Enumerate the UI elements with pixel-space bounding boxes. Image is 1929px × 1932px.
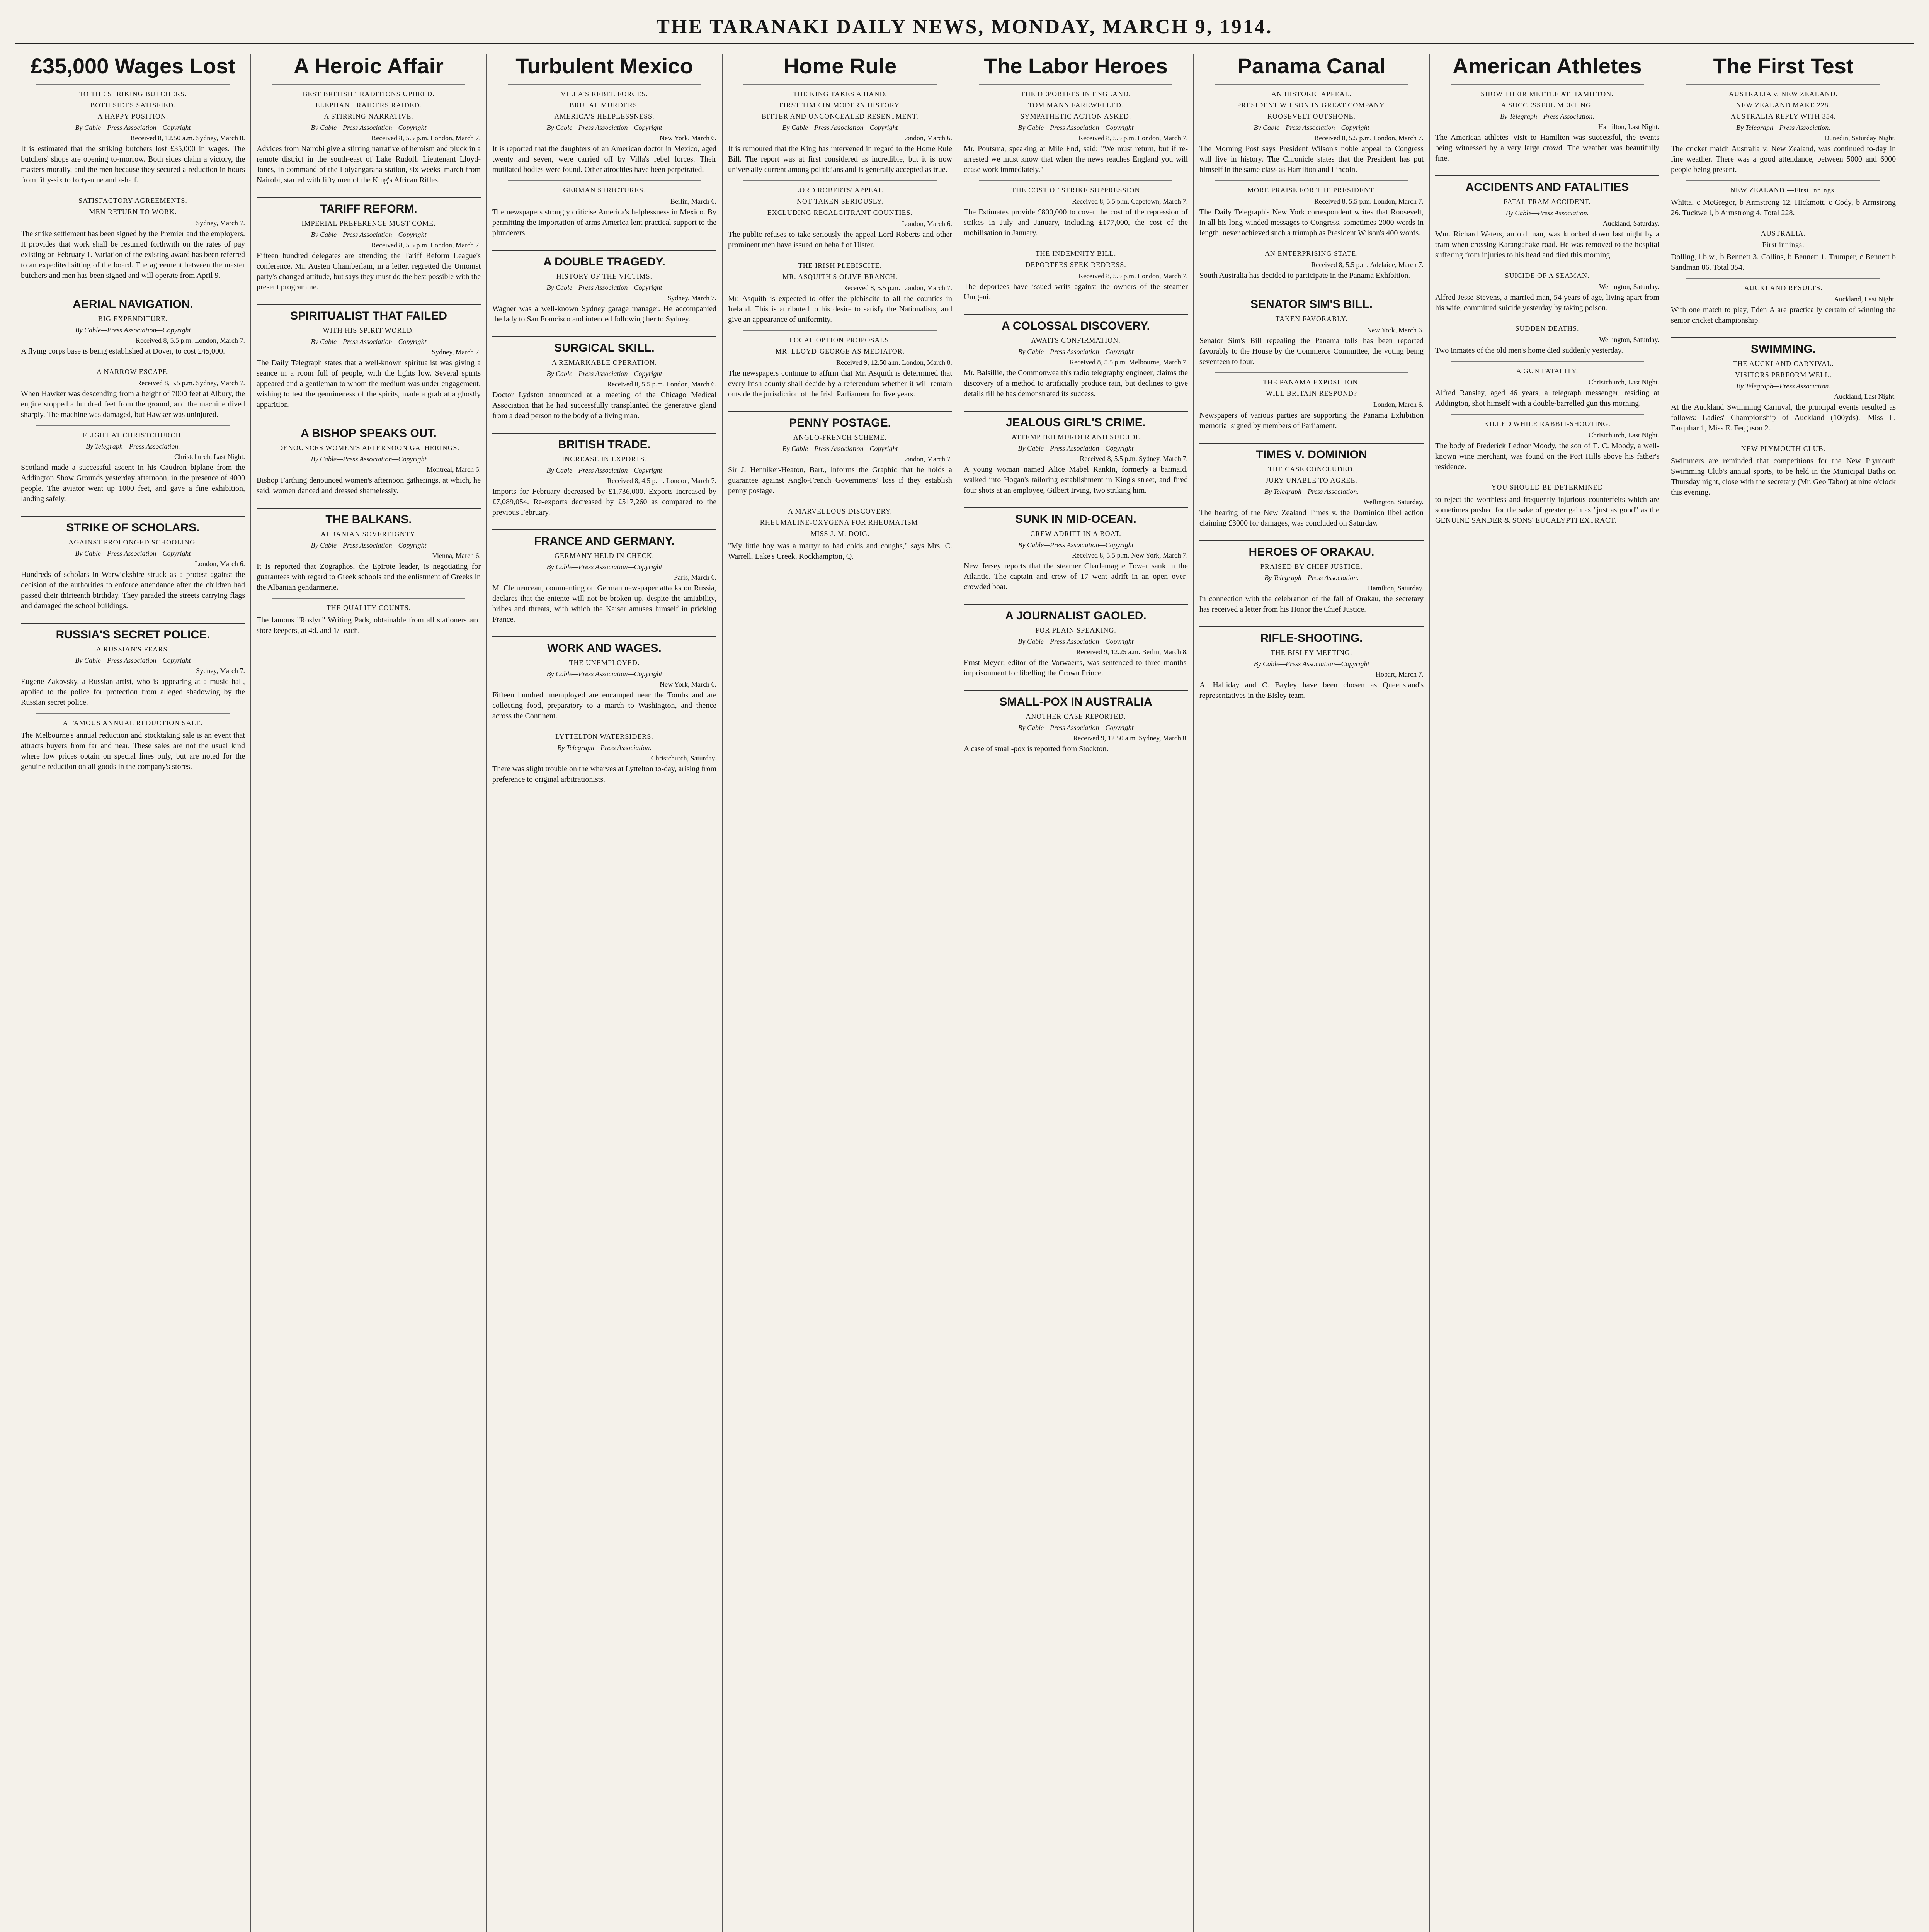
dateline: Received 8, 5.5 p.m. Adelaide, March 7. (1311, 260, 1424, 269)
dateline: Auckland, Saturday. (1602, 219, 1659, 227)
subheading: AUSTRALIA. (1761, 229, 1806, 237)
subheading: BEST BRITISH TRADITIONS UPHELD. (303, 90, 435, 98)
subheading: ALBANIAN SOVEREIGNTY. (321, 530, 417, 538)
divider (743, 84, 937, 85)
byline: By Cable—Press Association—Copyright (311, 123, 427, 131)
article-body: Imports for February decreased by £1,736,000. Exports increased by £7,089,054. Re-exports decreased by £517,260 as compared to the previous February. (492, 487, 716, 517)
byline: By Cable—Press Association—Copyright (311, 455, 427, 463)
article-body: At the Auckland Swimming Carnival, the principal events resulted as follows: Ladies' Championship of Auckland (100yds).—Miss L. Farquhar 1, Miss E. Ferguson 2. (1671, 403, 1896, 432)
column-headline: £35,000 Wages Lost (30, 54, 236, 78)
article-body: A young woman named Alice Mabel Rankin, formerly a barmaid, walked into Hogan's tailoring establishment in King's street, and fired four shots at an employee, Gilbert Irving, two striking him. (964, 465, 1188, 495)
subheading: AN HISTORIC APPEAL. (1271, 90, 1352, 98)
subheading: NEW ZEALAND.—First innings. (1730, 186, 1837, 194)
article-body: to reject the worthless and frequently injurious counterfeits which are sometimes pushed for the sake of greater gain as "just as good" as the GENUINE SANDER & SONS' EUCALYPTI EXTRACT. (1435, 495, 1659, 525)
subheading: FLIGHT AT CHRISTCHURCH. (83, 431, 183, 439)
divider (36, 713, 230, 714)
dateline: London, March 6. (902, 219, 952, 228)
subheading: GERMAN STRICTURES. (563, 186, 646, 194)
subheading: PRESIDENT WILSON IN GREAT COMPANY. (1237, 101, 1386, 109)
section-headline: SENATOR SIM'S BILL. (1199, 293, 1424, 311)
byline: By Cable—Press Association—Copyright (546, 563, 662, 571)
article-body: The newspapers continue to affirm that Mr. Asquith is determined that every Irish county shall decide by a referendum whether it will remain outside the jurisdiction of the Irish Parliament for five years. (728, 369, 952, 398)
byline: By Cable—Press Association—Copyright (1254, 660, 1369, 668)
subheading: THE PANAMA EXPOSITION. (1263, 378, 1360, 386)
dateline: London, March 7. (902, 455, 952, 463)
article-body: Wagner was a well-known Sydney garage manager. He accompanied the lady to San Francisco and intended following her to Sydney. (492, 304, 716, 323)
dateline: Received 8, 5.5 p.m. London, March 7. (371, 241, 481, 249)
subheading: A FAMOUS ANNUAL REDUCTION SALE. (63, 719, 203, 727)
dateline: Received 8, 5.5 p.m. London, March 7. (136, 336, 245, 344)
section-headline: SWIMMING. (1671, 337, 1896, 356)
subheading: LORD ROBERTS' APPEAL. (795, 186, 885, 194)
article-body: The famous "Roslyn" Writing Pads, obtainable from all stationers and store keepers, at 4d. and 1/- each. (257, 616, 481, 635)
subheading: MEN RETURN TO WORK. (89, 207, 177, 216)
article-body: In connection with the celebration of the fall of Orakau, the secretary has received a letter from his Honor the Chief Justice. (1199, 594, 1424, 614)
subheading: BIG EXPENDITURE. (98, 315, 168, 323)
section-headline: SMALL-POX IN AUSTRALIA (964, 690, 1188, 709)
article-body: There was slight trouble on the wharves at Lyttelton to-day, arising from preference to original arbitrationists. (492, 764, 716, 784)
byline: By Cable—Press Association—Copyright (1018, 723, 1134, 731)
divider (1686, 278, 1880, 279)
subheading: WILL BRITAIN RESPOND? (1266, 389, 1357, 397)
subheading: THE BISLEY MEETING. (1271, 648, 1352, 656)
subheading: ATTEMPTED MURDER AND SUICIDE (1011, 433, 1140, 441)
article-body: Mr. Poutsma, speaking at Mile End, said: "We must return, but if re-arrested we must know that when the news reaches England you will cease work immediately." (964, 144, 1188, 174)
article-body: Newspapers of various parties are supporting the Panama Exhibition memorial signed by members of Parliament. (1199, 411, 1424, 430)
dateline: Received 8, 5.5 p.m. Sydney, March 7. (137, 379, 245, 387)
article-body: Whitta, c McGregor, b Armstrong 12. Hickmott, c Cody, b Armstrong 26. Tuckwell, b Armstrong 4. Total 228. (1671, 198, 1896, 217)
subheading: THE AUCKLAND CARNIVAL. (1733, 359, 1834, 367)
masthead: THE TARANAKI DAILY NEWS, MONDAY, MARCH 9, 1914. (15, 15, 1914, 44)
byline: By Cable—Press Association—Copyright (1018, 347, 1134, 355)
news-column (251, 54, 487, 1932)
section-headline: TARIFF REFORM. (257, 197, 481, 216)
dateline: New York, March 6. (1367, 326, 1424, 334)
subheading: KILLED WHILE RABBIT-SHOOTING. (1484, 420, 1611, 428)
byline: By Cable—Press Association—Copyright (1018, 637, 1134, 645)
section-headline: FRANCE AND GERMANY. (492, 529, 716, 548)
article-body: Swimmers are reminded that competitions for the New Plymouth Swimming Club's annual sports, to be held in the Municipal Baths on Thursday night, close with the secretary (Mr. Geo Tabor) at nine o'clock this evening. (1671, 456, 1896, 497)
article-body: The cricket match Australia v. New Zealand, was continued to-day in fine weather. There was a good attendance, between 5000 and 6000 people being present. (1671, 144, 1896, 174)
subheading: A NARROW ESCAPE. (96, 367, 170, 376)
byline: By Cable—Press Association—Copyright (75, 549, 191, 557)
article-body: Sir J. Henniker-Heaton, Bart., informs the Graphic that he holds a guarantee against Anglo-French Governments' loss if they establish penny postage. (728, 465, 952, 495)
subheading: AUCKLAND RESULTS. (1744, 284, 1823, 292)
divider (1451, 414, 1644, 415)
byline: By Telegraph—Press Association. (86, 442, 180, 450)
dateline: Received 8, 5.5 p.m. London, March 7. (1314, 134, 1424, 142)
divider (36, 425, 230, 426)
dateline: Received 8, 5.5 p.m. London, March 7. (1314, 197, 1424, 205)
article-body: Fifteen hundred unemployed are encamped near the Tombs and are collecting food, preparatory to a march to Washington, and thence across the Continent. (492, 690, 716, 720)
article-body: A. Halliday and C. Bayley have been chosen as Queensland's representatives in the Bisley team. (1199, 680, 1424, 700)
byline: By Cable—Press Association—Copyright (75, 656, 191, 664)
article-body: The Daily Telegraph's New York correspondent writes that Roosevelt, in all his long-winded messages to Congress, sometimes 2000 words in length, never achieved such a triumph as President Wilson's 400 words. (1199, 207, 1424, 237)
subheading: JURY UNABLE TO AGREE. (1266, 476, 1357, 484)
section-headline: JEALOUS GIRL'S CRIME. (964, 411, 1188, 429)
dateline: Wellington, Saturday. (1599, 335, 1659, 344)
article-body: The Morning Post says President Wilson's noble appeal to Congress will live in history. The Chronicle states that the President has put himself in the same class as Hamilton and Lincoln. (1199, 144, 1424, 174)
article-body: The American athletes' visit to Hamilton was successful, the events being witnessed by a very large crowd. The weather was beautifully fine. (1435, 133, 1659, 163)
subheading: DENOUNCES WOMEN'S AFTERNOON GATHERINGS. (278, 444, 459, 452)
article-body: Alfred Jesse Stevens, a married man, 54 years of age, living apart from his wife, committed suicide yesterday by taking poison. (1435, 293, 1659, 312)
dateline: London, March 6. (1373, 400, 1424, 408)
divider (508, 84, 701, 85)
subheading: A STIRRING NARRATIVE. (324, 112, 413, 120)
column-headline: A Heroic Affair (294, 54, 444, 78)
article-body: The Melbourne's annual reduction and stocktaking sale is an event that attracts buyers from far and near. These sales are not the usual kind where low prices obtain on special lines only, but are noted for the genuine reduction on all goods in the company's stores. (21, 731, 245, 771)
byline: By Telegraph—Press Association. (1736, 382, 1830, 390)
byline: By Cable—Press Association—Copyright (1018, 123, 1134, 131)
dateline: London, March 6. (195, 560, 245, 568)
subheading: AWAITS CONFIRMATION. (1031, 336, 1121, 344)
dateline: Received 8, 5.5 p.m. Melbourne, March 7. (1070, 358, 1188, 366)
byline: By Cable—Press Association—Copyright (782, 444, 898, 452)
subheading: MR. LLOYD-GEORGE AS MEDIATOR. (775, 347, 905, 355)
section-headline: A COLOSSAL DISCOVERY. (964, 314, 1188, 333)
divider (1451, 361, 1644, 362)
divider (272, 598, 465, 599)
subheading: THE IRISH PLEBISCITE. (798, 261, 882, 269)
subheading: FIRST TIME IN MODERN HISTORY. (779, 101, 901, 109)
article-body: The Daily Telegraph states that a well-known spiritualist was giving a seance in a room full of people, with the lights low. Several spirits appeared and a gentleman to whom the medium was under engagement, wishing to test the genuineness of the spirits, made a grab at a ghostly apparition. (257, 358, 481, 409)
section-headline: SUNK IN MID-OCEAN. (964, 507, 1188, 526)
byline: By Cable—Press Association—Copyright (75, 326, 191, 334)
subheading: First innings. (1762, 240, 1805, 248)
news-column (1665, 54, 1901, 1932)
article-body: It is estimated that the striking butchers lost £35,000 in wages. The butchers' shops are opening to-morrow. Both sides claim a victory, the masters morally, and the men because they secured a reduction in hours from fifty-six to forty-nine and a-half. (21, 144, 245, 184)
dateline: Montreal, March 6. (427, 465, 481, 473)
byline: By Cable—Press Association—Copyright (546, 369, 662, 378)
dateline: Received 8, 4.5 p.m. London, March 7. (607, 476, 716, 485)
article-body: The strike settlement has been signed by the Premier and the employers. It provides that work shall be resumed forthwith on the rates of pay existing on February 1. Variation of the existing award has been referred to an expedited sitting of the board. The agreement between the master butchers and men has been signed and will operate from April 9. (21, 229, 245, 280)
section-headline: SURGICAL SKILL. (492, 336, 716, 355)
subheading: SYMPATHETIC ACTION ASKED. (1020, 112, 1131, 120)
dateline: Received 8, 5.5 p.m. London, March 7. (1078, 272, 1188, 280)
subheading: A MARVELLOUS DISCOVERY. (788, 507, 892, 515)
column-headline: Home Rule (783, 54, 897, 78)
news-column (958, 54, 1194, 1932)
dateline: Wellington, Saturday. (1363, 498, 1424, 506)
article-body: With one match to play, Eden A are practically certain of winning the senior cricket championship. (1671, 305, 1896, 325)
subheading: MR. ASQUITH'S OLIVE BRANCH. (782, 272, 898, 281)
subheading: FATAL TRAM ACCIDENT. (1503, 197, 1591, 206)
byline: By Cable—Press Association—Copyright (782, 123, 898, 131)
article-body: M. Clemenceau, commenting on German newspaper attacks on Russia, declares that the entente will not be broken up, despite the amiability, bribes and threats, with which the Kaiser amuses himself in pricking France. (492, 583, 716, 624)
divider (1215, 84, 1408, 85)
subheading: ROOSEVELT OUTSHONE. (1267, 112, 1356, 120)
subheading: GERMANY HELD IN CHECK. (554, 551, 655, 560)
column-headline: Turbulent Mexico (515, 54, 693, 78)
news-column (1430, 54, 1665, 1932)
subheading: THE INDEMNITY BILL. (1035, 249, 1116, 257)
dateline: New York, March 6. (660, 134, 716, 142)
section-headline: BRITISH TRADE. (492, 433, 716, 451)
section-headline: A BISHOP SPEAKS OUT. (257, 422, 481, 440)
article-body: Advices from Nairobi give a stirring narrative of heroism and pluck in a remote district in the south-east of Lake Rudolf. Lieutenant Lloyd-Jones, in command of the Loiyangarana station, six weeks' march from Nairobi, started with fifty men of the King's African Rifles. (257, 144, 481, 184)
dateline: London, March 6. (902, 134, 952, 142)
section-headline: PENNY POSTAGE. (728, 411, 952, 430)
subheading: DEPORTEES SEEK REDRESS. (1025, 260, 1126, 269)
byline: By Cable—Press Association—Copyright (311, 541, 427, 549)
divider (1686, 180, 1880, 181)
subheading: ANGLO-FRENCH SCHEME. (793, 433, 887, 441)
subheading: AGAINST PROLONGED SCHOOLING. (68, 538, 197, 546)
article-body: Eugene Zakovsky, a Russian artist, who is appearing at a music hall, applied to the police for protection from alleged shadowing by the Russian secret police. (21, 677, 245, 707)
article-body: Ernst Meyer, editor of the Vorwaerts, was sentenced to three months' imprisonment for libelling the Crown Prince. (964, 658, 1188, 677)
subheading: A RUSSIAN'S FEARS. (96, 645, 170, 653)
article-body: "My little boy was a martyr to bad colds and coughs," says Mrs. C. Warrell, Lake's Creek, Rockhampton, Q. (728, 541, 952, 561)
article-body: Senator Sim's Bill repealing the Panama tolls has been reported favorably to the House by the Commerce Committee, the voting being seventeen to four. (1199, 336, 1424, 366)
byline: By Cable—Press Association—Copyright (546, 123, 662, 131)
article-body: Fifteen hundred delegates are attending the Tariff Reform League's conference. Mr. Austen Chamberlain, in a letter, regretted the Unionist party's changed attitude, but says they must do the best possible with the present programme. (257, 251, 481, 291)
section-headline: HEROES OF ORAKAU. (1199, 540, 1424, 559)
news-column (15, 54, 251, 1932)
subheading: CREW ADRIFT IN A BOAT. (1030, 529, 1121, 537)
article-body: A case of small-pox is reported from Stockton. (964, 744, 1109, 753)
article-body: New Jersey reports that the steamer Charlemagne Tower sank in the Atlantic. The captain and crew of 17 went adrift in an open over-crowded boat. (964, 561, 1188, 591)
subheading: A REMARKABLE OPERATION. (551, 358, 657, 366)
dateline: Christchurch, Last Night. (1589, 378, 1659, 386)
dateline: Wellington, Saturday. (1599, 282, 1659, 291)
subheading: BRUTAL MURDERS. (569, 101, 640, 109)
dateline: Sydney, March 7. (667, 294, 716, 302)
section-headline: AERIAL NAVIGATION. (21, 293, 245, 311)
subheading: AUSTRALIA v. NEW ZEALAND. (1729, 90, 1838, 98)
byline: By Telegraph—Press Association. (1264, 573, 1359, 582)
byline: By Cable—Press Association—Copyright (546, 466, 662, 474)
dateline: Vienna, March 6. (432, 551, 481, 560)
article-body: It is rumoured that the King has intervened in regard to the Home Rule Bill. The report was at first considered as incredible, but it is now universally current among politicians and is generally accepted as true. (728, 144, 952, 174)
subheading: WITH HIS SPIRIT WORLD. (323, 326, 415, 334)
subheading: SHOW THEIR METTLE AT HAMILTON. (1481, 90, 1614, 98)
article-body: Hundreds of scholars in Warwickshire struck as a protest against the decision of the authorities to enforce attendance after the children had passed their thirteenth birthday. They paraded the streets carrying flags and damaged the school buildings. (21, 570, 245, 610)
dateline: Received 8, 5.5 p.m. Sydney, March 7. (1080, 454, 1188, 463)
subheading: BITTER AND UNCONCEALED RESENTMENT. (762, 112, 919, 120)
article-body: Alfred Ransley, aged 46 years, a telegraph messenger, residing at Addington, shot himself with a double-barrelled gun this morning. (1435, 388, 1659, 408)
subheading: AMERICA'S HELPLESSNESS. (554, 112, 655, 120)
section-headline: WORK AND WAGES. (492, 636, 716, 655)
article-body: South Australia has decided to participate in the Panama Exhibition. (1199, 271, 1410, 280)
divider (1215, 180, 1408, 181)
subheading: A GUN FATALITY. (1516, 367, 1579, 375)
dateline: Received 8, 5.5 p.m. London, March 7. (371, 134, 481, 142)
article-body: The body of Frederick Lednor Moody, the son of E. C. Moody, a well-known wine merchant, was found on the Port Hills above his father's residence. (1435, 441, 1659, 471)
section-headline: RUSSIA'S SECRET POLICE. (21, 623, 245, 641)
subheading: YOU SHOULD BE DETERMINED (1491, 483, 1603, 491)
subheading: THE CASE CONCLUDED. (1268, 465, 1355, 473)
dateline: Christchurch, Saturday. (651, 754, 716, 762)
byline: By Telegraph—Press Association. (1264, 487, 1359, 495)
byline: By Cable—Press Association—Copyright (311, 230, 427, 238)
article-body: Mr. Balsillie, the Commonwealth's radio telegraphy engineer, claims the discovery of a method to artificially produce rain, but declines to give details till he has demonstrated its success. (964, 368, 1188, 398)
subheading: IMPERIAL PREFERENCE MUST COME. (301, 219, 436, 227)
article-body: Doctor Lydston announced at a meeting of the Chicago Medical Association that he had successfully transplanted the generative gland from a dead person to the body of a living man. (492, 390, 716, 420)
column-headline: The Labor Heroes (983, 54, 1168, 78)
news-column (487, 54, 723, 1932)
dateline: Received 8, 5.5 p.m. London, March 7. (843, 284, 952, 292)
article-body: Dolling, l.b.w., b Bennett 3. Collins, b Bennett 1. Trumper, c Bennett b Sandman 86. Total 354. (1671, 252, 1896, 272)
byline: By Cable—Press Association—Copyright (75, 123, 191, 131)
subheading: PRAISED BY CHIEF JUSTICE. (1260, 562, 1363, 570)
dateline: Received 8, 12.50 a.m. Sydney, March 8. (130, 134, 245, 142)
subheading: SATISFACTORY AGREEMENTS. (78, 196, 187, 204)
section-headline: ACCIDENTS AND FATALITIES (1435, 175, 1659, 194)
divider (1451, 84, 1644, 85)
subheading: AUSTRALIA REPLY WITH 354. (1730, 112, 1836, 120)
divider (272, 84, 465, 85)
byline: By Telegraph—Press Association. (1500, 112, 1594, 120)
subheading: TAKEN FAVORABLY. (1275, 315, 1348, 323)
subheading: MISS J. M. DOIG. (810, 529, 870, 537)
byline: By Cable—Press Association. (1505, 209, 1589, 217)
subheading: NOT TAKEN SERIOUSLY. (796, 197, 884, 205)
subheading: INCREASE IN EXPORTS. (562, 455, 647, 463)
article-body: Mr. Asquith is expected to offer the plebiscite to all the counties in Ireland. This is attributed to his desire to satisfy the Nationalists, and give an appearance of uniformity. (728, 294, 952, 324)
article-body: It is reported that Zographos, the Epirote leader, is negotiating for guarantees with regard to Greek schools and the enlistment of Greeks in the Albanian gendarmerie. (257, 562, 481, 592)
article-body: Scotland made a successful ascent in his Caudron biplane from the Addington Show Grounds yesterday afternoon, in the presence of 4000 people. The aviator went up 1000 feet, and gave a fine exhibition, landing safely. (21, 463, 245, 503)
subheading: NEW PLYMOUTH CLUB. (1741, 444, 1826, 452)
subheading: HISTORY OF THE VICTIMS. (556, 272, 653, 280)
subheading: SUDDEN DEATHS. (1515, 324, 1579, 332)
dateline: Christchurch, Last Night. (174, 452, 245, 461)
article-body: Two inmates of the old men's home died suddenly yesterday. (1435, 346, 1623, 355)
byline: By Cable—Press Association—Copyright (1254, 123, 1369, 131)
section-headline: STRIKE OF SCHOLARS. (21, 516, 245, 534)
dateline: Auckland, Last Night. (1834, 392, 1896, 400)
dateline: Dunedin, Saturday Night. (1824, 134, 1896, 142)
news-column (723, 54, 958, 1932)
subheading: THE QUALITY COUNTS. (326, 604, 411, 612)
dateline: Auckland, Last Night. (1834, 295, 1896, 303)
divider (743, 180, 937, 181)
dateline: Christchurch, Last Night. (1589, 431, 1659, 439)
byline: By Telegraph—Press Association. (1736, 123, 1830, 131)
section-headline: THE BALKANS. (257, 508, 481, 526)
column-headline: American Athletes (1453, 54, 1642, 78)
article-body: The deportees have issued writs against the owners of the steamer Umgeni. (964, 282, 1188, 301)
subheading: LYTTELTON WATERSIDERS. (555, 732, 653, 740)
divider (1215, 372, 1408, 373)
article-body: The public refuses to take seriously the appeal Lord Roberts and other prominent men have issued on behalf of Ulster. (728, 230, 952, 249)
divider (508, 180, 701, 181)
divider (979, 84, 1172, 85)
column-headline: The First Test (1713, 54, 1854, 78)
subheading: THE COST OF STRIKE SUPPRESSION (1011, 186, 1140, 194)
dateline: Received 9, 12.25 a.m. Berlin, March 8. (1076, 648, 1188, 656)
article-body: Wm. Richard Waters, an old man, was knocked down last night by a tram when crossing Karangahake road. He was removed to the hospital suffering from injuries to his head and died this morning. (1435, 230, 1659, 259)
article-body: The newspapers strongly criticise America's helplessness in Mexico. By permitting the importation of arms America lent practical support to the plunderers. (492, 207, 716, 237)
article-body: The hearing of the New Zealand Times v. the Dominion libel action claiming £3000 for damages, was concluded on Saturday. (1199, 508, 1424, 527)
section-headline: A DOUBLE TRAGEDY. (492, 250, 716, 269)
dateline: Hamilton, Saturday. (1368, 584, 1424, 592)
dateline: Received 8, 5.5 p.m. Capetown, March 7. (1072, 197, 1188, 205)
section-headline: SPIRITUALIST THAT FAILED (257, 304, 481, 323)
column-headline: Panama Canal (1237, 54, 1386, 78)
subheading: TO THE STRIKING BUTCHERS. (79, 90, 187, 98)
byline: By Cable—Press Association—Copyright (546, 670, 662, 678)
dateline: Sydney, March 7. (196, 667, 245, 675)
dateline: Received 9, 12.50 a.m. Sydney, March 8. (1073, 734, 1188, 742)
byline: By Telegraph—Press Association. (557, 743, 652, 752)
divider (743, 330, 937, 331)
dateline: Hamilton, Last Night. (1598, 122, 1659, 131)
dateline: Received 8, 5.5 p.m. New York, March 7. (1072, 551, 1188, 559)
divider (979, 180, 1172, 181)
subheading: NEW ZEALAND MAKE 228. (1736, 101, 1831, 109)
subheading: EXCLUDING RECALCITRANT COUNTIES. (767, 208, 913, 216)
dateline: Sydney, March 7. (432, 348, 481, 356)
subheading: BOTH SIDES SATISFIED. (90, 101, 176, 109)
dateline: Berlin, March 6. (670, 197, 716, 205)
subheading: FOR PLAIN SPEAKING. (1035, 626, 1116, 634)
divider (36, 84, 230, 85)
subheading: ANOTHER CASE REPORTED. (1026, 712, 1126, 720)
dateline: Received 8, 5.5 p.m. London, March 7. (1078, 134, 1188, 142)
section-headline: A JOURNALIST GAOLED. (964, 604, 1188, 622)
article-body: A flying corps base is being established at Dover, to cost £45,000. (21, 347, 225, 355)
section-headline: TIMES V. DOMINION (1199, 443, 1424, 461)
news-column (1194, 54, 1430, 1932)
subheading: SUICIDE OF A SEAMAN. (1505, 271, 1590, 279)
subheading: TOM MANN FAREWELLED. (1028, 101, 1124, 109)
subheading: VISITORS PERFORM WELL. (1735, 371, 1832, 379)
subheading: A SUCCESSFUL MEETING. (1501, 101, 1594, 109)
subheading: ELEPHANT RAIDERS RAIDED. (315, 101, 422, 109)
subheading: MORE PRAISE FOR THE PRESIDENT. (1247, 186, 1376, 194)
subheading: RHEUMALINE-OXYGENA FOR RHEUMATISM. (760, 518, 920, 526)
byline: By Cable—Press Association—Copyright (1018, 444, 1134, 452)
dateline: New York, March 6. (660, 680, 716, 688)
dateline: Received 8, 5.5 p.m. London, March 6. (607, 380, 716, 388)
subheading: AN ENTERPRISING STATE. (1264, 249, 1359, 257)
subheading: THE KING TAKES A HAND. (793, 90, 887, 98)
dateline: Sydney, March 7. (196, 219, 245, 227)
subheading: THE DEPORTEES IN ENGLAND. (1021, 90, 1131, 98)
byline: By Cable—Press Association—Copyright (1018, 541, 1134, 549)
byline: By Cable—Press Association—Copyright (546, 283, 662, 291)
article-body: The Estimates provide £800,000 to cover the cost of the repression of strikes in July and January, including £177,000, the cost of the mobilisation in January. (964, 207, 1188, 237)
byline: By Cable—Press Association—Copyright (311, 337, 427, 345)
divider (1686, 84, 1880, 85)
article-body: When Hawker was descending from a height of 7000 feet at Albury, the engine stopped a hundred feet from the ground, and the machine dived sharply. The machine was damaged, but Hawker was uninjured. (21, 389, 245, 419)
subheading: LOCAL OPTION PROPOSALS. (789, 336, 891, 344)
dateline: Received 9, 12.50 a.m. London, March 8. (836, 358, 952, 366)
article-body: It is reported that the daughters of an American doctor in Mexico, aged twenty and seven, were carried off by Villa's rebel forces. Their mutilated bodies were found. Other atrocities have been perpetrated. (492, 144, 716, 174)
section-headline: RIFLE-SHOOTING. (1199, 626, 1424, 645)
dateline: Paris, March 6. (674, 573, 716, 581)
subheading: THE UNEMPLOYED. (569, 658, 640, 667)
dateline: Hobart, March 7. (1376, 670, 1424, 678)
subheading: A HAPPY POSITION. (97, 112, 168, 120)
article-body: Bishop Farthing denounced women's afternoon gatherings, at which, he said, women danced and dressed shamelessly. (257, 476, 481, 495)
subheading: VILLA'S REBEL FORCES. (560, 90, 648, 98)
